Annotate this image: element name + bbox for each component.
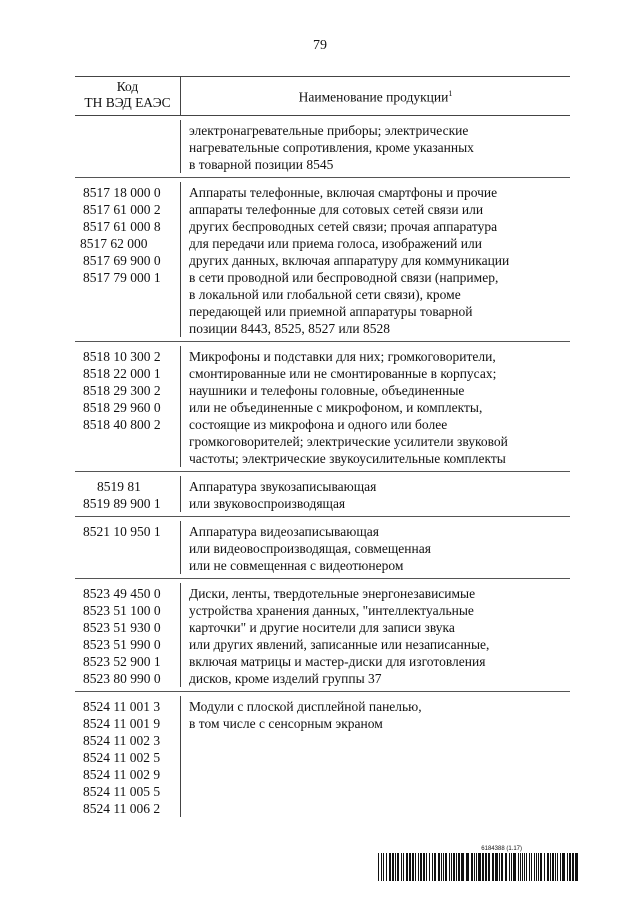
code-cell: [75, 182, 181, 337]
tn-ved-code: 8519 81: [97, 479, 141, 494]
description-line: или не совмещенная с видеотюнером: [189, 558, 404, 573]
barcode-bar: [426, 853, 427, 881]
code-cell: [75, 696, 181, 817]
barcode-bar: [386, 853, 387, 881]
description-line: Аппаратура звукозаписывающая: [189, 479, 377, 494]
header-code-column: [75, 77, 181, 115]
tn-ved-code: 8517 62 000: [80, 236, 148, 251]
barcode-bar: [456, 853, 457, 881]
tn-ved-code: 8519 89 900 1: [83, 496, 161, 511]
barcode-bar: [485, 853, 487, 881]
barcode-bar: [445, 853, 447, 881]
table-header: [75, 76, 570, 116]
page-number: 79: [313, 38, 327, 53]
table-row: [75, 342, 570, 472]
header-name-column: [181, 77, 570, 115]
table-row: [75, 116, 570, 178]
barcode-bar: [552, 853, 554, 881]
barcode-bar: [412, 853, 414, 881]
barcode-bar: [572, 853, 574, 881]
barcode-bar: [401, 853, 402, 881]
description-cell: [181, 346, 570, 467]
tn-ved-code: 8518 22 000 1: [83, 366, 161, 381]
barcode-bar: [466, 853, 469, 881]
description-line: нагревательные сопротивления, кроме указанных: [189, 140, 474, 155]
tn-ved-code: 8518 29 300 2: [83, 383, 161, 398]
description-line: Аппаратура видеозаписывающая: [189, 524, 379, 539]
barcode-bar: [499, 853, 500, 881]
barcode-bar: [520, 853, 521, 881]
barcode-bar: [560, 853, 561, 881]
description-line: устройства хранения данных, "интеллектуальные: [189, 603, 474, 618]
barcode-bar: [449, 853, 450, 881]
barcode-bar: [575, 853, 578, 881]
tn-ved-code: 8518 10 300 2: [83, 349, 161, 364]
barcode-bar: [432, 853, 433, 881]
header-name-label: Наименование продукции: [298, 89, 449, 105]
tn-ved-code: 8517 18 000 0: [83, 185, 161, 200]
barcode-bar: [429, 853, 430, 881]
description-cell: [181, 120, 570, 173]
barcode-bar: [434, 853, 436, 881]
barcode-bar: [482, 853, 484, 881]
product-table: [75, 76, 570, 821]
description-cell: [181, 583, 570, 687]
tn-ved-code: 8521 10 950 1: [83, 524, 161, 539]
barcode-bar: [383, 853, 384, 881]
barcode-bar: [540, 853, 542, 881]
description-line: аппараты телефонные для сотовых сетей связи или: [189, 202, 484, 217]
barcode-bar: [478, 853, 481, 881]
description-line: громкоговорителей; электрические усилители звуковой: [189, 434, 508, 449]
barcode-bar: [492, 853, 494, 881]
barcode-bar: [547, 853, 549, 881]
barcode-bar: [495, 853, 498, 881]
description-line: Аппараты телефонные, включая смартфоны и прочие: [189, 185, 498, 200]
barcode-bar: [529, 853, 530, 881]
code-cell: [75, 120, 181, 173]
barcode-bar: [397, 853, 399, 881]
tn-ved-code: 8518 29 960 0: [83, 400, 161, 415]
table-row: [75, 579, 570, 692]
tn-ved-code: 8517 69 900 0: [83, 253, 161, 268]
table-body: [75, 116, 570, 821]
barcode-bar: [378, 853, 379, 881]
barcode-bar: [389, 853, 391, 881]
barcode-bar: [569, 853, 571, 881]
barcode-bar: [488, 853, 490, 881]
tn-ved-code: 8517 61 000 8: [83, 219, 161, 234]
barcode-bar: [381, 853, 382, 881]
description-line: других беспроводных сетей связи; прочая аппаратура: [189, 219, 498, 234]
barcode-bar: [562, 853, 565, 881]
tn-ved-code: 8524 11 002 9: [83, 767, 161, 782]
barcode-bar: [392, 853, 394, 881]
barcode-bar: [531, 853, 532, 881]
description-cell: [181, 476, 570, 512]
barcode-bar: [538, 853, 539, 881]
barcode-bar: [557, 853, 558, 881]
barcode-bar: [550, 853, 551, 881]
barcode-bar: [415, 853, 416, 881]
description-line: Микрофоны и подставки для них; громкоговорители,: [189, 349, 496, 364]
barcode-bar: [511, 853, 512, 881]
description-line: состоящие из микрофона и одного или более: [189, 417, 448, 432]
barcode-bar: [458, 853, 460, 881]
description-cell: [181, 696, 570, 817]
barcode-block: [378, 846, 578, 881]
header-code-line2: ТН ВЭД ЕАЭС: [84, 95, 171, 110]
barcode-bar: [403, 853, 404, 881]
table-row: [75, 517, 570, 579]
barcode-bar: [443, 853, 444, 881]
description-line: карточки" и другие носители для записи звука: [189, 620, 455, 635]
barcode-bar: [423, 853, 425, 881]
description-line: в сети проводной или беспроводной связи (например,: [189, 270, 499, 285]
barcode-bar: [461, 853, 464, 881]
table-row: [75, 472, 570, 517]
tn-ved-code: 8524 11 002 5: [83, 750, 161, 765]
code-cell: [75, 521, 181, 574]
description-line: или не объединенные с микрофоном, и комплекты,: [189, 400, 483, 415]
barcode-bar: [518, 853, 519, 881]
description-line: в товарной позиции 8545: [189, 157, 334, 172]
barcode-bar: [471, 853, 473, 881]
barcode-bar: [474, 853, 475, 881]
barcode-bar: [438, 853, 440, 881]
tn-ved-code: 8524 11 001 9: [83, 716, 161, 731]
barcode-bar: [513, 853, 516, 881]
barcode-bar: [409, 853, 411, 881]
description-line: или других явлений, записанные или незаписанные,: [189, 637, 490, 652]
barcode-bar: [536, 853, 537, 881]
description-line: или видеовоспроизводящая, совмещенная: [189, 541, 431, 556]
code-cell: [75, 476, 181, 512]
tn-ved-code: 8517 79 000 1: [83, 270, 161, 285]
barcode-bar: [441, 853, 442, 881]
barcode-bar: [406, 853, 408, 881]
header-footnote-mark: 1: [448, 89, 453, 98]
description-line: Модули с плоской дисплейной панелью,: [189, 699, 422, 714]
description-line: Диски, ленты, твердотельные энергонезависимые: [189, 586, 476, 601]
barcode-bar: [476, 853, 477, 881]
barcode-number: 6184388 (1.17): [481, 846, 522, 852]
barcode-bar: [526, 853, 527, 881]
tn-ved-code: 8523 52 900 1: [83, 654, 161, 669]
tn-ved-code: 8523 51 930 0: [83, 620, 161, 635]
description-line: частоты; электрические звукоусилительные комплекты: [189, 451, 506, 466]
barcode-bar: [420, 853, 422, 881]
description-line: для передачи или приема голоса, изображений или: [189, 236, 482, 251]
description-line: передающей или приемной аппаратуры товарной: [189, 304, 473, 319]
tn-ved-code: 8523 51 100 0: [83, 603, 161, 618]
tn-ved-code: 8524 11 005 5: [83, 784, 161, 799]
tn-ved-code: 8524 11 006 2: [83, 801, 161, 816]
barcode-image: [378, 853, 578, 881]
barcode-bar: [509, 853, 510, 881]
barcode-bar: [524, 853, 525, 881]
code-cell: [75, 583, 181, 687]
barcode-bar: [453, 853, 455, 881]
tn-ved-code: 8524 11 002 3: [83, 733, 161, 748]
barcode-bar: [451, 853, 452, 881]
barcode-bar: [555, 853, 556, 881]
description-line: наушники и телефоны головные, объединенные: [189, 383, 465, 398]
description-line: в локальной или глобальной сети связи), кроме: [189, 287, 461, 302]
barcode-bar: [505, 853, 507, 881]
tn-ved-code: 8518 40 800 2: [83, 417, 161, 432]
table-row: [75, 178, 570, 342]
barcode-bar: [534, 853, 535, 881]
tn-ved-code: 8524 11 001 3: [83, 699, 161, 714]
barcode-bar: [395, 853, 396, 881]
code-cell: [75, 346, 181, 467]
description-line: других данных, включая аппаратуру для коммуникации: [189, 253, 510, 268]
tn-ved-code: 8523 49 450 0: [83, 586, 161, 601]
description-cell: [181, 521, 570, 574]
description-line: электронагревательные приборы; электрические: [189, 123, 469, 138]
barcode-bar: [522, 853, 523, 881]
header-code-line1: Код: [116, 79, 139, 94]
description-line: смонтированные или не смонтированные в корпусах;: [189, 366, 497, 381]
barcode-bar: [501, 853, 503, 881]
tn-ved-code: 8523 51 990 0: [83, 637, 161, 652]
tn-ved-code: 8517 61 000 2: [83, 202, 161, 217]
table-row: [75, 692, 570, 821]
description-cell: [181, 182, 570, 337]
tn-ved-code: 8523 80 990 0: [83, 671, 161, 686]
description-line: в том числе с сенсорным экраном: [189, 716, 383, 731]
description-line: или звуковоспроизводящая: [189, 496, 346, 511]
barcode-bar: [567, 853, 568, 881]
description-line: позиции 8443, 8525, 8527 или 8528: [189, 321, 391, 336]
barcode-bar: [418, 853, 419, 881]
description-line: дисков, кроме изделий группы 37: [189, 671, 382, 686]
description-line: включая матрицы и мастер-диски для изготовления: [189, 654, 486, 669]
barcode-bar: [544, 853, 545, 881]
